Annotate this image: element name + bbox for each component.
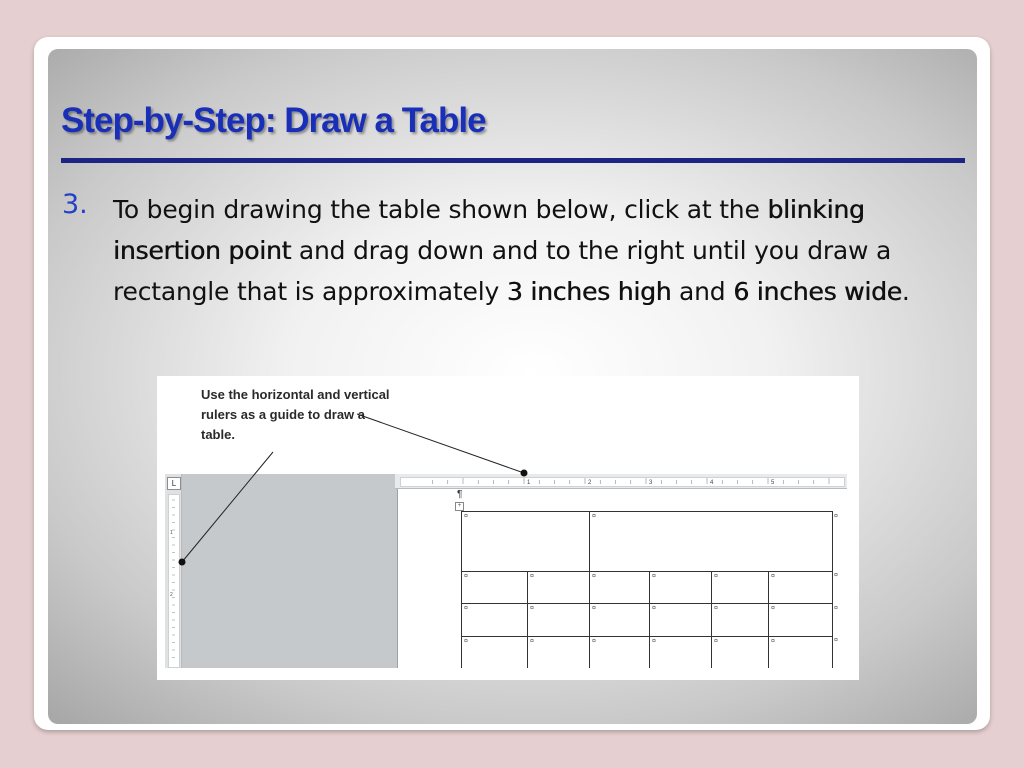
emphasis-height: 3 inches high (506, 277, 672, 306)
table-cell[interactable]: ¤ (590, 512, 833, 572)
ruler-number: 2 (170, 592, 173, 598)
table-cell[interactable]: ¤ (590, 604, 650, 636)
table-cell[interactable]: ¤ (462, 604, 528, 636)
ruler-number: 1 (527, 480, 531, 486)
table-cell[interactable]: ¤ (462, 512, 590, 572)
table-cell[interactable]: ¤ (528, 604, 590, 636)
callout-text: Use the horizontal and vertical rulers as a guide to draw a table. (201, 387, 390, 442)
table-cell[interactable]: ¤ (528, 636, 590, 668)
table-cell[interactable]: ¤ (462, 636, 528, 668)
figure-overlay (157, 376, 859, 680)
ruler-number: 2 (588, 480, 592, 486)
horizontal-ruler-ticks (433, 478, 830, 486)
step-text-part: and (671, 277, 734, 306)
table-cell[interactable]: ¤ (528, 571, 590, 603)
callout-dot-horizontal (521, 470, 528, 477)
title-underline (61, 158, 965, 163)
table-cell[interactable]: ¤ (462, 571, 528, 603)
table-cell[interactable]: ¤ (769, 636, 833, 668)
table-cell[interactable]: ¤ (712, 571, 769, 603)
table-cell[interactable]: ¤ (769, 604, 833, 636)
paragraph-mark: ¶ (457, 489, 463, 500)
vertical-ruler-ticks (170, 500, 175, 658)
callout-line-vertical (182, 452, 273, 562)
step-text-part: and drag down and to the right until you draw a rectangle that is approximately (113, 236, 892, 306)
slide-title: Step-by-Step: Draw a Table (61, 101, 486, 140)
table-cell[interactable]: ¤ (712, 604, 769, 636)
emphasis-width: 6 inches wide (733, 277, 902, 306)
table-cell[interactable]: ¤ (769, 571, 833, 603)
table-cell[interactable]: ¤ (650, 604, 712, 636)
ruler-number: 3 (649, 480, 653, 486)
step-text (113, 189, 941, 312)
emphasis-insertion-point: blinking insertion point (113, 195, 865, 265)
callout-line-horizontal (357, 414, 524, 473)
table-cell[interactable]: ¤ (712, 636, 769, 668)
slide (48, 49, 977, 724)
step-number: 3. (62, 189, 88, 220)
end-of-row-mark: ¤ (834, 637, 838, 645)
table-cell[interactable]: ¤ (650, 636, 712, 668)
ruler-number: 5 (771, 480, 775, 486)
end-of-row-mark: ¤ (834, 512, 838, 520)
tab-selector-icon[interactable]: L (167, 477, 181, 490)
ruler-number: 4 (710, 480, 714, 486)
step-text-part: To begin drawing the table shown below, click at the (113, 195, 768, 224)
end-of-row-mark: ¤ (834, 572, 838, 580)
ruler-number: 1 (170, 530, 173, 536)
table-move-handle-icon[interactable]: + (455, 502, 464, 511)
step-text-part: . (901, 277, 910, 306)
screenshot-figure (157, 376, 859, 680)
end-of-row-mark: ¤ (834, 604, 838, 612)
table-cell[interactable]: ¤ (590, 571, 650, 603)
table-cell[interactable]: ¤ (650, 571, 712, 603)
callout-dot-vertical (179, 559, 186, 566)
table-cell[interactable]: ¤ (590, 636, 650, 668)
